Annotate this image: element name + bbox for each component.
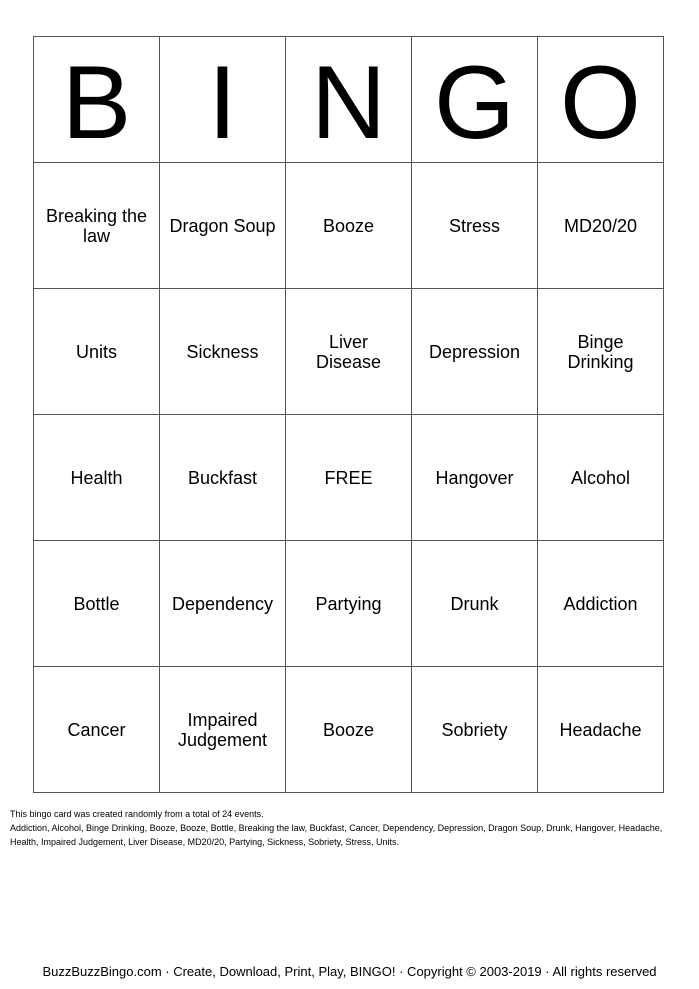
bingo-cell <box>34 163 160 289</box>
cell-text: Booze <box>322 719 375 740</box>
header-letter: B <box>34 37 160 163</box>
bingo-cell <box>412 163 538 289</box>
cell-text: Cancer <box>67 719 126 740</box>
cell-text: Stress <box>448 215 500 236</box>
bingo-cell <box>286 541 412 667</box>
bingo-row <box>34 667 664 793</box>
bingo-row <box>34 289 664 415</box>
bingo-cell <box>412 289 538 415</box>
cell-text: Impaired Judgement <box>177 709 268 750</box>
bingo-cell <box>538 163 664 289</box>
cell-text: Addiction <box>563 593 638 614</box>
cell-text: Sickness <box>186 341 259 362</box>
cell-text: Binge Drinking <box>567 331 634 372</box>
header-letter: O <box>538 37 664 163</box>
bingo-cell <box>538 289 664 415</box>
bingo-cell <box>286 163 412 289</box>
header-letter: I <box>160 37 286 163</box>
bingo-cell <box>538 667 664 793</box>
bingo-cell <box>160 289 286 415</box>
cell-text: MD20/20 <box>563 215 638 236</box>
cell-text: Headache <box>559 719 642 740</box>
bingo-cell <box>160 667 286 793</box>
card-notes <box>10 807 690 849</box>
bingo-cell <box>286 289 412 415</box>
bingo-cell <box>160 541 286 667</box>
bingo-cell <box>160 415 286 541</box>
bingo-cell <box>34 541 160 667</box>
cell-text: Buckfast <box>187 467 258 488</box>
cell-text: Liver Disease <box>315 331 382 372</box>
cell-text: Partying <box>315 593 382 614</box>
notes-event-list: Addiction, Alcohol, Binge Drinking, Booze, Booze, Bottle, Breaking the law, Buckfast, Cancer, Dependency, Depression, Dragon Soup, Drunk, Hangover, Headache, Health, Impaired Judgement, Liver Disease, MD20/20, Partying, Sickness, Sobriety, Stress, Units. <box>10 823 663 847</box>
cell-text: Drunk <box>450 593 499 614</box>
bingo-cell <box>34 289 160 415</box>
bingo-row <box>34 163 664 289</box>
bingo-cell <box>160 163 286 289</box>
free-space-cell <box>286 415 412 541</box>
header-letter: G <box>412 37 538 163</box>
bingo-cell <box>538 415 664 541</box>
cell-text: Health <box>70 467 123 488</box>
free-space-text: FREE <box>324 467 373 488</box>
cell-text: Bottle <box>73 593 120 614</box>
bingo-cell <box>412 415 538 541</box>
bingo-card <box>33 36 664 793</box>
cell-text: Breaking the law <box>45 205 148 246</box>
cell-text: Dependency <box>171 593 274 614</box>
bingo-cell <box>538 541 664 667</box>
cell-text: Depression <box>428 341 521 362</box>
bingo-row <box>34 541 664 667</box>
bingo-cell <box>34 667 160 793</box>
cell-text: Sobriety <box>441 719 508 740</box>
bingo-cell <box>412 541 538 667</box>
bingo-cell <box>412 667 538 793</box>
notes-summary: This bingo card was created randomly from a total of 24 events. <box>10 809 264 819</box>
cell-text: Booze <box>322 215 375 236</box>
cell-text: Hangover <box>435 467 514 488</box>
cell-text: Units <box>75 341 117 362</box>
header-letter: N <box>286 37 412 163</box>
bingo-header-row <box>34 37 664 163</box>
bingo-cell <box>286 667 412 793</box>
cell-text: Dragon Soup <box>169 215 276 236</box>
bingo-cell <box>34 415 160 541</box>
cell-text: Alcohol <box>570 467 631 488</box>
bingo-row <box>34 415 664 541</box>
footer-copyright: BuzzBuzzBingo.com · Create, Download, Print, Play, BINGO! · Copyright © 2003-2019 · All rights reserved <box>42 964 657 979</box>
